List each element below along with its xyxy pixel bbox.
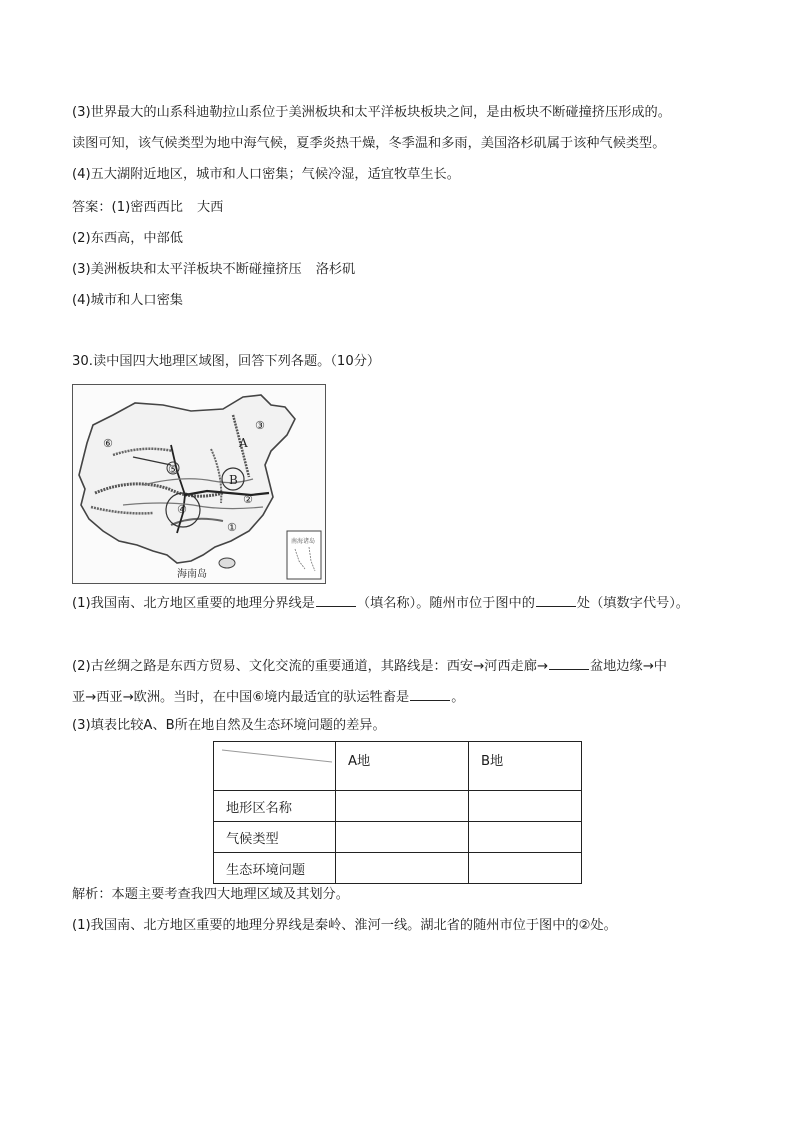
analysis-intro: 解析：本题主要考查我四大地理区域及其划分。 [72, 887, 349, 902]
label-4: ④ [177, 503, 187, 516]
table-corner-cell [214, 742, 336, 791]
cell-a-terrain[interactable] [336, 791, 469, 822]
row-label-terrain: 地形区名称 [214, 791, 336, 822]
label-a: A [239, 436, 248, 450]
inset-label: 南海诸岛 [291, 538, 316, 545]
table-row [214, 791, 582, 822]
label-6: ⑥ [103, 437, 113, 450]
q2-line2a: 亚→西亚→欧洲。当时，在中国⑥境内最适宜的驮运牲畜是 [72, 690, 410, 705]
answer-3b: 洛杉矶 [315, 262, 356, 277]
label-3: ③ [255, 419, 265, 432]
cell-a-climate[interactable] [336, 822, 469, 853]
q2-part1: (2)古丝绸之路是东西方贸易、文化交流的重要通道，其路线是：西安→河西走廊→ [72, 659, 548, 674]
q1-part2: （填名称）。随州市位于图中的 [356, 596, 535, 611]
q1-part1: (1)我国南、北方地区重要的地理分界线是 [72, 596, 315, 611]
label-b: B [229, 473, 238, 487]
q1-blank-2[interactable] [536, 592, 576, 607]
q2-line-1 [72, 655, 667, 676]
answer-line-3 [72, 261, 355, 279]
q1-blank-1[interactable] [316, 592, 356, 607]
q1-part3: 处（填数字代号）。 [576, 596, 689, 611]
answer-line-1 [72, 199, 223, 217]
q2-line-2 [72, 686, 464, 707]
q2-part2: 盆地边缘→中 [589, 659, 667, 674]
cell-b-terrain[interactable] [469, 791, 582, 822]
analysis-line-2: 读图可知，该气候类型为地中海气候，夏季炎热干燥，冬季温和多雨，美国洛杉矶属于该种气候类型。 [72, 136, 666, 151]
cell-b-eco[interactable] [469, 853, 582, 884]
china-regions-map [72, 384, 326, 584]
header-b: B地 [469, 742, 582, 791]
answer-line-2: (2)东西高，中部低 [72, 231, 183, 246]
comparison-table [213, 741, 582, 884]
analysis-line-1: (3)世界最大的山系科迪勒拉山系位于美洲板块和太平洋板块板块之间，是由板块不断碰撞挤压形成的。 [72, 105, 671, 120]
analysis-p1: (1)我国南、北方地区重要的地理分界线是秦岭、淮河一线。湖北省的随州市位于图中的②处。 [72, 918, 617, 933]
q2-blank-2[interactable] [410, 686, 450, 701]
q2-blank-1[interactable] [549, 655, 589, 670]
map-drawing [73, 385, 325, 583]
cell-b-climate[interactable] [469, 822, 582, 853]
hainan-label: 海南岛 [177, 569, 207, 580]
answer-1b: 大西 [197, 200, 224, 215]
table-row [214, 822, 582, 853]
cell-a-eco[interactable] [336, 853, 469, 884]
answer-3: (3)美洲板块和太平洋板块不断碰撞挤压 [72, 262, 302, 277]
label-1: ① [227, 521, 237, 534]
header-a: A地 [336, 742, 469, 791]
table-header-row [214, 742, 582, 791]
answer-1: 答案：(1)密西西比 [72, 200, 183, 215]
q1-text [72, 592, 689, 613]
label-5: ⑤ [168, 463, 178, 476]
analysis-line-3: (4)五大湖附近地区，城市和人口密集；气候冷湿，适宜牧草生长。 [72, 167, 460, 182]
table-row [214, 853, 582, 884]
diagonal-line [214, 742, 335, 782]
question-30-title: 30.读中国四大地理区域图，回答下列各题。（10分） [72, 354, 381, 369]
answer-line-4: (4)城市和人口密集 [72, 293, 183, 308]
q3-text: (3)填表比较A、B所在地自然及生态环境问题的差异。 [72, 718, 386, 733]
row-label-eco: 生态环境问题 [214, 853, 336, 884]
row-label-climate: 气候类型 [214, 822, 336, 853]
label-2: ② [243, 493, 253, 506]
q2-line2b: 。 [451, 690, 465, 705]
